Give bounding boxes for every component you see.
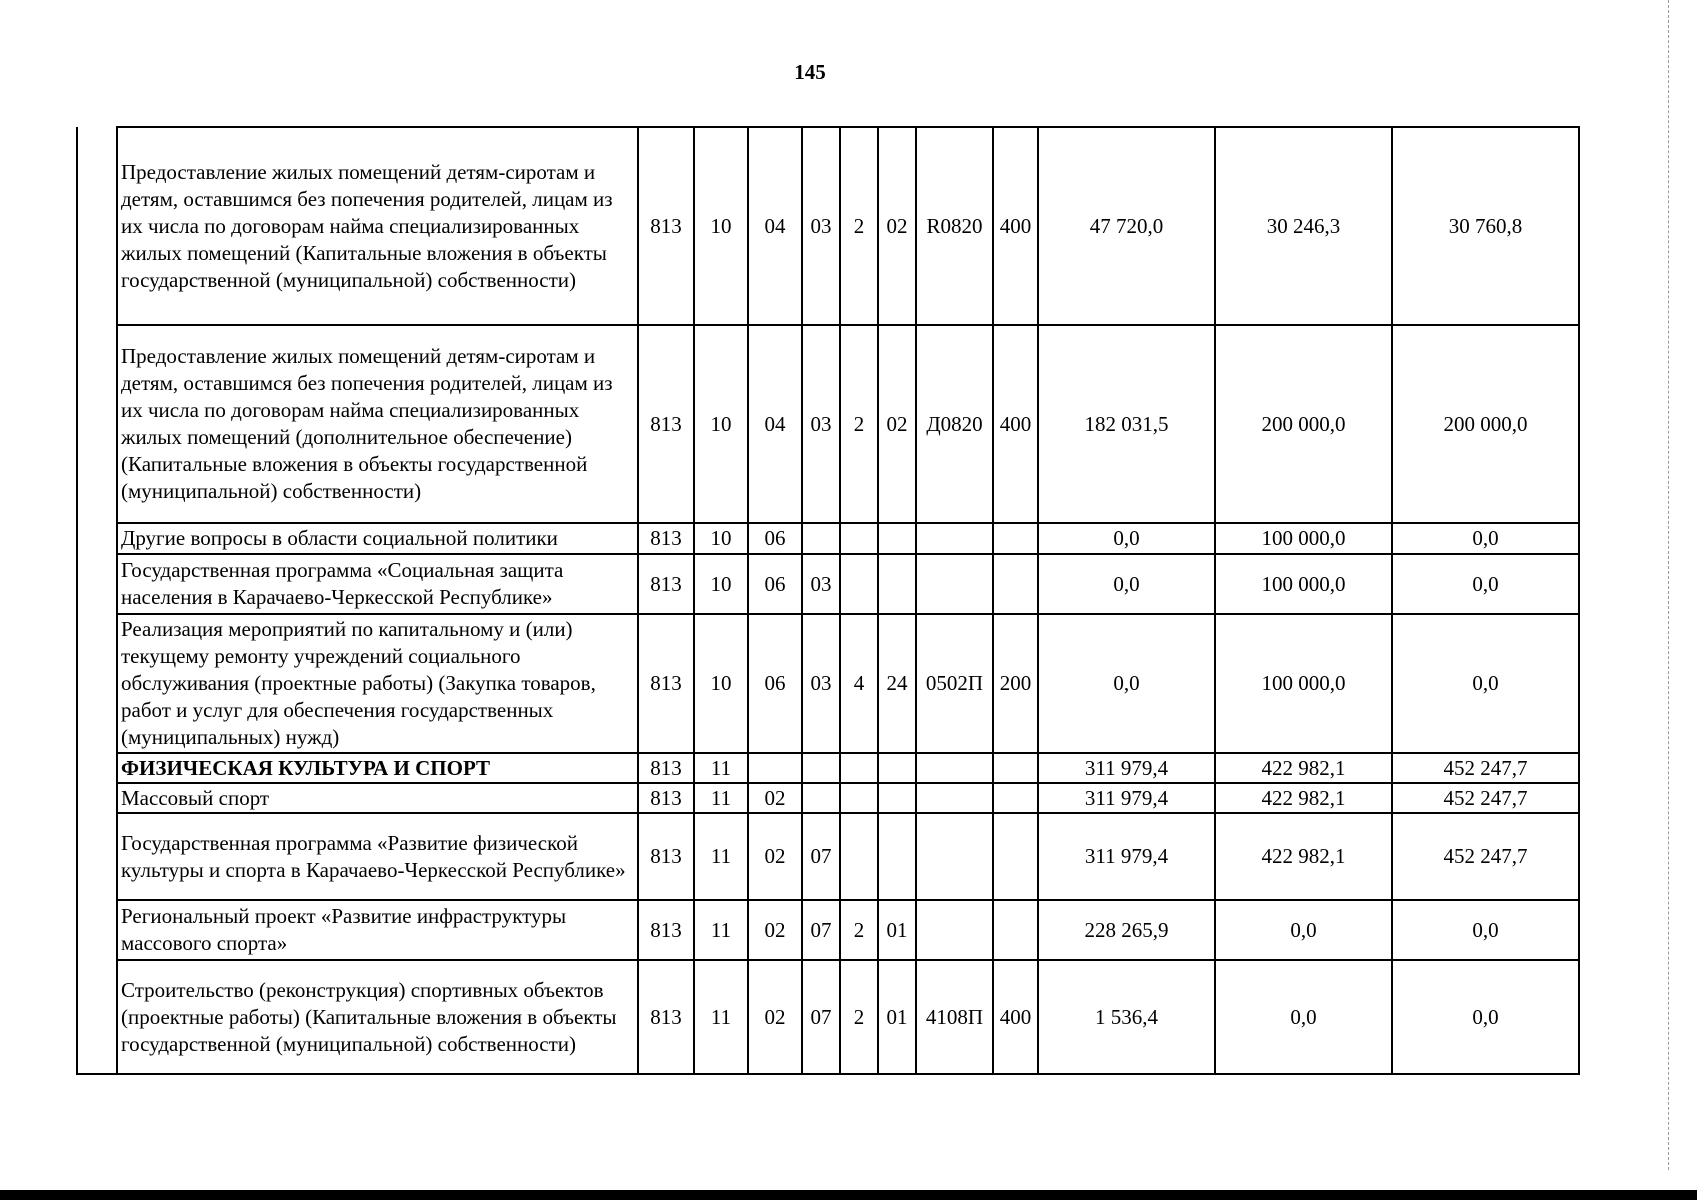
table-row bbox=[77, 523, 1579, 554]
subsection-code: 04 bbox=[748, 127, 802, 325]
item-name: ФИЗИЧЕСКАЯ КУЛЬТУРА И СПОРТ bbox=[117, 753, 638, 783]
expense-type-code bbox=[993, 783, 1038, 813]
section-code: 10 bbox=[694, 614, 748, 753]
amount-year-1: 0,0 bbox=[1038, 523, 1215, 554]
program-code bbox=[802, 523, 840, 554]
ministry-code: 813 bbox=[638, 813, 694, 900]
expense-type-code: 200 bbox=[993, 614, 1038, 753]
row-marker-cell bbox=[77, 813, 117, 900]
section-code: 11 bbox=[694, 960, 748, 1074]
amount-year-3: 452 247,7 bbox=[1392, 813, 1579, 900]
ministry-code: 813 bbox=[638, 960, 694, 1074]
program-code: 03 bbox=[802, 554, 840, 614]
amount-year-1: 0,0 bbox=[1038, 614, 1215, 753]
program-code: 07 bbox=[802, 960, 840, 1074]
amount-year-2: 30 246,3 bbox=[1215, 127, 1392, 325]
amount-year-2: 0,0 bbox=[1215, 900, 1392, 960]
subprogram-code bbox=[840, 753, 878, 783]
amount-year-3: 0,0 bbox=[1392, 960, 1579, 1074]
event-code bbox=[878, 554, 916, 614]
row-marker-cell bbox=[77, 554, 117, 614]
section-code: 10 bbox=[694, 127, 748, 325]
item-name: Предоставление жилых помещений детям-сиротам и детям, оставшимся без попечения родителей, лицам из их числа по договорам найма специализированных жилых помещений (Капитальные вложения в объекты государственной (муниципальной) собственности) bbox=[117, 127, 638, 325]
amount-year-1: 311 979,4 bbox=[1038, 813, 1215, 900]
amount-year-1: 311 979,4 bbox=[1038, 783, 1215, 813]
event-code: 24 bbox=[878, 614, 916, 753]
table-row bbox=[77, 900, 1579, 960]
amount-year-2: 200 000,0 bbox=[1215, 325, 1392, 523]
amount-year-2: 0,0 bbox=[1215, 960, 1392, 1074]
amount-year-1: 228 265,9 bbox=[1038, 900, 1215, 960]
page-number: 145 bbox=[794, 60, 826, 84]
table-row bbox=[77, 554, 1579, 614]
direction-code bbox=[916, 523, 993, 554]
amount-year-3: 0,0 bbox=[1392, 554, 1579, 614]
event-code bbox=[878, 783, 916, 813]
expense-type-code bbox=[993, 900, 1038, 960]
row-marker-cell bbox=[77, 325, 117, 523]
event-code: 01 bbox=[878, 960, 916, 1074]
subsection-code: 04 bbox=[748, 325, 802, 523]
ministry-code: 813 bbox=[638, 554, 694, 614]
amount-year-3: 200 000,0 bbox=[1392, 325, 1579, 523]
event-code: 02 bbox=[878, 127, 916, 325]
subprogram-code: 2 bbox=[840, 325, 878, 523]
expense-type-code bbox=[993, 813, 1038, 900]
subprogram-code bbox=[840, 813, 878, 900]
expense-type-code bbox=[993, 554, 1038, 614]
direction-code: R0820 bbox=[916, 127, 993, 325]
expense-type-code: 400 bbox=[993, 960, 1038, 1074]
subprogram-code: 2 bbox=[840, 960, 878, 1074]
ministry-code: 813 bbox=[638, 614, 694, 753]
scan-bottom-bar bbox=[0, 1190, 1697, 1200]
section-code: 11 bbox=[694, 753, 748, 783]
subsection-code bbox=[748, 753, 802, 783]
item-name: Региональный проект «Развитие инфраструктуры массового спорта» bbox=[117, 900, 638, 960]
ministry-code: 813 bbox=[638, 523, 694, 554]
expense-type-code bbox=[993, 523, 1038, 554]
table-row bbox=[77, 127, 1579, 325]
subsection-code: 06 bbox=[748, 554, 802, 614]
direction-code bbox=[916, 554, 993, 614]
subsection-code: 02 bbox=[748, 900, 802, 960]
program-code: 03 bbox=[802, 614, 840, 753]
item-name: Государственная программа «Развитие физической культуры и спорта в Карачаево-Черкесской Республике» bbox=[117, 813, 638, 900]
row-marker-cell bbox=[77, 753, 117, 783]
event-code: 01 bbox=[878, 900, 916, 960]
amount-year-2: 100 000,0 bbox=[1215, 614, 1392, 753]
subprogram-code: 2 bbox=[840, 127, 878, 325]
ministry-code: 813 bbox=[638, 325, 694, 523]
direction-code: Д0820 bbox=[916, 325, 993, 523]
event-code bbox=[878, 813, 916, 900]
amount-year-3: 30 760,8 bbox=[1392, 127, 1579, 325]
program-code bbox=[802, 783, 840, 813]
scan-edge-line bbox=[1668, 0, 1670, 1170]
item-name: Массовый спорт bbox=[117, 783, 638, 813]
expense-type-code: 400 bbox=[993, 127, 1038, 325]
amount-year-2: 422 982,1 bbox=[1215, 813, 1392, 900]
row-marker-cell bbox=[77, 900, 117, 960]
direction-code: 4108П bbox=[916, 960, 993, 1074]
amount-year-1: 311 979,4 bbox=[1038, 753, 1215, 783]
amount-year-2: 422 982,1 bbox=[1215, 753, 1392, 783]
program-code: 03 bbox=[802, 325, 840, 523]
item-name: Строительство (реконструкция) спортивных объектов (проектные работы) (Капитальные вложения в объекты государственной (муниципальной) собственности) bbox=[117, 960, 638, 1074]
direction-code bbox=[916, 900, 993, 960]
subsection-code: 02 bbox=[748, 783, 802, 813]
ministry-code: 813 bbox=[638, 753, 694, 783]
event-code: 02 bbox=[878, 325, 916, 523]
amount-year-1: 47 720,0 bbox=[1038, 127, 1215, 325]
program-code: 07 bbox=[802, 900, 840, 960]
ministry-code: 813 bbox=[638, 783, 694, 813]
amount-year-2: 100 000,0 bbox=[1215, 554, 1392, 614]
amount-year-1: 0,0 bbox=[1038, 554, 1215, 614]
direction-code bbox=[916, 813, 993, 900]
ministry-code: 813 bbox=[638, 127, 694, 325]
row-marker-cell bbox=[77, 127, 117, 325]
table-row bbox=[77, 783, 1579, 813]
expense-type-code bbox=[993, 753, 1038, 783]
program-code: 07 bbox=[802, 813, 840, 900]
amount-year-1: 182 031,5 bbox=[1038, 325, 1215, 523]
subsection-code: 06 bbox=[748, 523, 802, 554]
table-row bbox=[77, 325, 1579, 523]
amount-year-3: 452 247,7 bbox=[1392, 783, 1579, 813]
row-marker-cell bbox=[77, 614, 117, 753]
subprogram-code bbox=[840, 523, 878, 554]
subprogram-code: 4 bbox=[840, 614, 878, 753]
direction-code: 0502П bbox=[916, 614, 993, 753]
item-name: Предоставление жилых помещений детям-сиротам и детям, оставшимся без попечения родителей, лицам из их числа по договорам найма специализированных жилых помещений (дополнительное обеспечение) (Капитальные вложения в объекты государственной (муниципальной) собственности) bbox=[117, 325, 638, 523]
amount-year-3: 0,0 bbox=[1392, 900, 1579, 960]
subsection-code: 06 bbox=[748, 614, 802, 753]
table-row bbox=[77, 813, 1579, 900]
amount-year-2: 100 000,0 bbox=[1215, 523, 1392, 554]
table-row bbox=[77, 614, 1579, 753]
expense-type-code: 400 bbox=[993, 325, 1038, 523]
item-name: Реализация мероприятий по капитальному и (или) текущему ремонту учреждений социального обслуживания (проектные работы) (Закупка товаров, работ и услуг для обеспечения государственных (муниципальных) нужд) bbox=[117, 614, 638, 753]
event-code bbox=[878, 523, 916, 554]
row-marker-cell bbox=[77, 960, 117, 1074]
section-code: 11 bbox=[694, 813, 748, 900]
item-name: Государственная программа «Социальная защита населения в Карачаево-Черкесской Республике» bbox=[117, 554, 638, 614]
amount-year-2: 422 982,1 bbox=[1215, 783, 1392, 813]
table-row bbox=[77, 960, 1579, 1074]
program-code: 03 bbox=[802, 127, 840, 325]
event-code bbox=[878, 753, 916, 783]
ministry-code: 813 bbox=[638, 900, 694, 960]
amount-year-3: 0,0 bbox=[1392, 614, 1579, 753]
direction-code bbox=[916, 783, 993, 813]
section-code: 10 bbox=[694, 523, 748, 554]
section-code: 10 bbox=[694, 325, 748, 523]
item-name: Другие вопросы в области социальной политики bbox=[117, 523, 638, 554]
subsection-code: 02 bbox=[748, 813, 802, 900]
program-code bbox=[802, 753, 840, 783]
table-row bbox=[77, 753, 1579, 783]
subprogram-code: 2 bbox=[840, 900, 878, 960]
section-code: 11 bbox=[694, 900, 748, 960]
row-marker-cell bbox=[77, 523, 117, 554]
subprogram-code bbox=[840, 783, 878, 813]
section-code: 10 bbox=[694, 554, 748, 614]
row-marker-cell bbox=[77, 783, 117, 813]
subsection-code: 02 bbox=[748, 960, 802, 1074]
budget-table bbox=[76, 126, 1580, 1075]
direction-code bbox=[916, 753, 993, 783]
amount-year-1: 1 536,4 bbox=[1038, 960, 1215, 1074]
amount-year-3: 452 247,7 bbox=[1392, 753, 1579, 783]
subprogram-code bbox=[840, 554, 878, 614]
section-code: 11 bbox=[694, 783, 748, 813]
amount-year-3: 0,0 bbox=[1392, 523, 1579, 554]
